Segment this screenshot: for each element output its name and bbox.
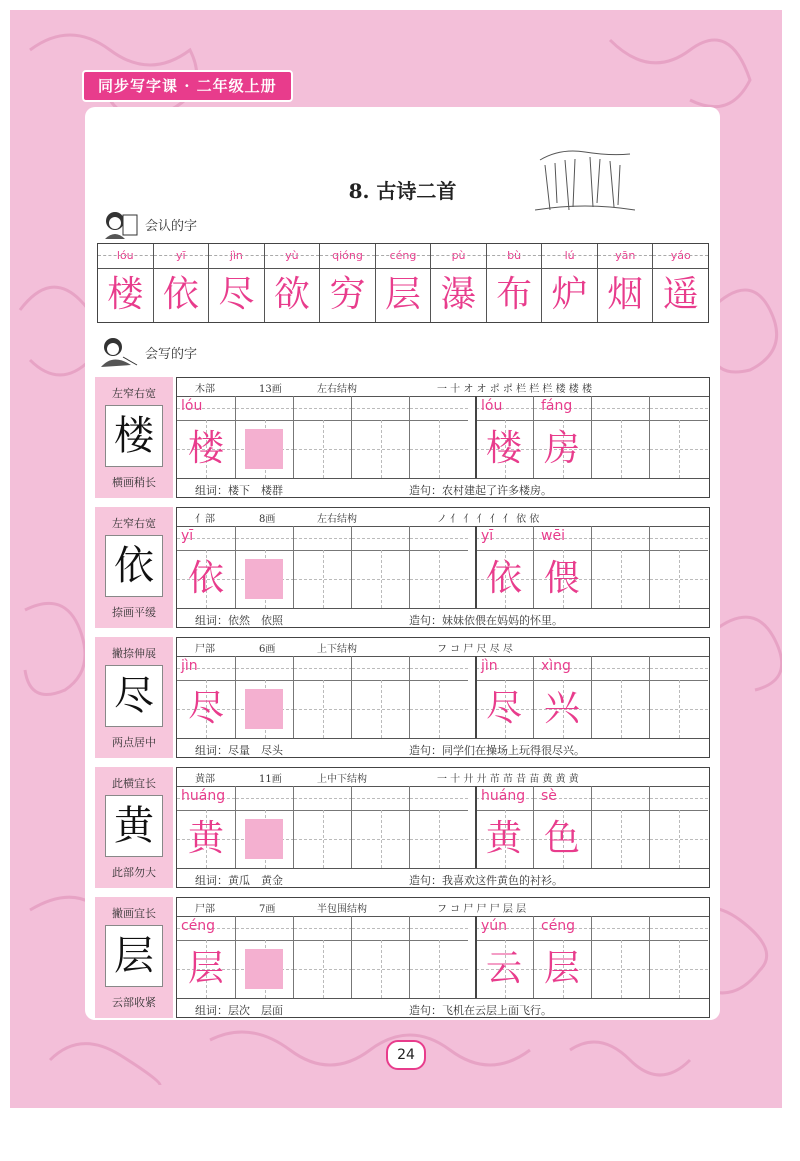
writing-cell[interactable] xyxy=(649,786,708,868)
tip-bottom: 横画稍长 xyxy=(112,476,156,489)
pinyin-2: jìn xyxy=(481,658,498,674)
section-recognize-label: 会认的字 xyxy=(145,218,198,234)
practice-panel xyxy=(176,897,710,1018)
recognize-grid xyxy=(97,243,709,323)
recognize-pinyin: yān xyxy=(598,244,653,269)
radical: 尸部 xyxy=(195,904,215,915)
recognize-cell xyxy=(375,244,431,322)
writing-cell[interactable] xyxy=(591,916,650,998)
word-examples: 组词：黄瓜 黄金 xyxy=(195,874,283,887)
pinyin-3: sè xyxy=(541,788,557,804)
writing-cell[interactable] xyxy=(293,656,352,738)
model-character: 黄 xyxy=(105,795,163,857)
sentence-example: 造句：农村建起了许多楼房。 xyxy=(409,484,552,497)
recognize-character: 楼 xyxy=(107,274,144,315)
recognize-pinyin: qióng xyxy=(320,244,375,269)
sentence-example: 造句：同学们在操场上玩得很尽兴。 xyxy=(409,744,585,757)
waterfall-illustration xyxy=(535,145,635,215)
recognize-cell xyxy=(597,244,653,322)
structure: 左右结构 xyxy=(317,514,357,525)
practice-panel xyxy=(176,507,710,628)
writing-cell[interactable] xyxy=(351,396,410,478)
word-char-1: 尽 xyxy=(485,688,522,729)
writing-cell[interactable] xyxy=(591,396,650,478)
practice-panel xyxy=(176,767,710,888)
word-examples: 组词：层次 层面 xyxy=(195,1004,283,1017)
recognize-pinyin: bù xyxy=(487,244,542,269)
section-write xyxy=(99,335,197,369)
trace-char: 尽 xyxy=(187,688,224,729)
practice-grid xyxy=(177,916,709,998)
model-character: 层 xyxy=(105,925,163,987)
pinyin-1: huáng xyxy=(181,788,226,804)
word-char-1: 云 xyxy=(485,948,522,989)
stroke-count: 7画 xyxy=(259,904,276,915)
word-char-1: 黄 xyxy=(485,818,522,859)
word-char-1: 楼 xyxy=(485,428,522,469)
recognize-pinyin: lú xyxy=(542,244,597,269)
recognize-cell xyxy=(153,244,209,322)
writing-cell[interactable] xyxy=(351,916,410,998)
word-char-2: 层 xyxy=(543,948,580,989)
practice-grid xyxy=(177,526,709,608)
trace-shadow xyxy=(245,819,283,859)
trace-char: 层 xyxy=(187,948,224,989)
recognize-cell xyxy=(319,244,375,322)
usage-row xyxy=(177,868,709,888)
pinyin-1: yī xyxy=(181,528,194,544)
structure: 半包围结构 xyxy=(317,904,367,915)
section-write-label: 会写的字 xyxy=(145,346,198,362)
recognize-character: 穷 xyxy=(329,274,366,315)
stroke-order: フ コ 尸 尺 尽 尽 xyxy=(437,644,513,655)
writing-cell[interactable] xyxy=(409,786,468,868)
trace-shadow xyxy=(245,689,283,729)
tip-top: 此横宜长 xyxy=(112,777,156,790)
model-character: 楼 xyxy=(105,405,163,467)
pinyin-1: céng xyxy=(181,918,216,934)
recognize-cell xyxy=(264,244,320,322)
tip-panel xyxy=(95,507,173,628)
char-info xyxy=(177,508,709,527)
recognize-character: 欲 xyxy=(273,274,310,315)
char-info xyxy=(177,768,709,787)
tip-panel xyxy=(95,377,173,498)
writing-cell[interactable] xyxy=(649,656,708,738)
word-examples: 组词：楼下 楼群 xyxy=(195,484,283,497)
recognize-pinyin: pù xyxy=(431,244,486,269)
trace-shadow xyxy=(245,949,283,989)
writing-cell[interactable] xyxy=(649,396,708,478)
writing-cell[interactable] xyxy=(351,656,410,738)
writing-cell[interactable] xyxy=(591,656,650,738)
char-info xyxy=(177,898,709,917)
trace-shadow xyxy=(245,559,283,599)
word-char-1: 依 xyxy=(485,558,522,599)
writing-cell[interactable] xyxy=(591,526,650,608)
student-writing-icon xyxy=(99,335,139,369)
tip-top: 撇捺伸展 xyxy=(112,647,156,660)
writing-cell[interactable] xyxy=(351,526,410,608)
stroke-count: 13画 xyxy=(259,384,282,395)
recognize-character: 依 xyxy=(162,274,199,315)
pinyin-2: yún xyxy=(481,918,508,934)
usage-row xyxy=(177,478,709,498)
recognize-pinyin: yáo xyxy=(653,244,708,269)
tip-bottom: 云部收紧 xyxy=(112,996,156,1009)
practice-grid xyxy=(177,656,709,738)
radical: 黄部 xyxy=(195,774,215,785)
recognize-pinyin: céng xyxy=(376,244,431,269)
pinyin-1: jìn xyxy=(181,658,198,674)
writing-cell[interactable] xyxy=(409,526,468,608)
pinyin-3: céng xyxy=(541,918,576,934)
recognize-cell xyxy=(486,244,542,322)
pinyin-3: xìng xyxy=(541,658,571,674)
word-char-2: 房 xyxy=(543,428,580,469)
usage-row xyxy=(177,738,709,758)
section-recognize xyxy=(99,207,197,241)
writing-block xyxy=(95,637,710,758)
word-examples: 组词：依然 依照 xyxy=(195,614,283,627)
pinyin-3: fáng xyxy=(541,398,573,414)
recognize-pinyin: jìn xyxy=(209,244,264,269)
pinyin-2: huáng xyxy=(481,788,526,804)
recognize-cell xyxy=(98,244,153,322)
word-char-2: 色 xyxy=(543,818,580,859)
recognize-cell xyxy=(541,244,597,322)
word-examples: 组词：尽量 尽头 xyxy=(195,744,283,757)
usage-row xyxy=(177,608,709,628)
tip-bottom: 捺画平缓 xyxy=(112,606,156,619)
model-character: 依 xyxy=(105,535,163,597)
recognize-cell xyxy=(430,244,486,322)
tip-bottom: 两点居中 xyxy=(112,736,156,749)
radical: 木部 xyxy=(195,384,215,395)
recognize-character: 遥 xyxy=(662,274,699,315)
trace-char: 楼 xyxy=(187,428,224,469)
trace-shadow xyxy=(245,429,283,469)
model-character: 尽 xyxy=(105,665,163,727)
writing-cell[interactable] xyxy=(591,786,650,868)
writing-block xyxy=(95,507,710,628)
recognize-cell xyxy=(208,244,264,322)
structure: 上下结构 xyxy=(317,644,357,655)
pinyin-2: lóu xyxy=(481,398,503,414)
tip-panel xyxy=(95,767,173,888)
recognize-pinyin: yī xyxy=(154,244,209,269)
practice-grid xyxy=(177,396,709,478)
writing-cell[interactable] xyxy=(649,526,708,608)
recognize-pinyin: lóu xyxy=(98,244,153,269)
sentence-example: 造句：妹妹依偎在妈妈的怀里。 xyxy=(409,614,563,627)
trace-char: 黄 xyxy=(187,818,224,859)
writing-cell[interactable] xyxy=(351,786,410,868)
sentence-example: 造句：我喜欢这件黄色的衬衫。 xyxy=(409,874,563,887)
pinyin-2: yī xyxy=(481,528,494,544)
stroke-count: 6画 xyxy=(259,644,276,655)
word-char-2: 兴 xyxy=(543,688,580,729)
student-reading-icon xyxy=(99,207,139,241)
recognize-character: 尽 xyxy=(218,274,255,315)
stroke-order: ノ 亻 亻 亻 亻 亻 依 依 xyxy=(437,514,540,525)
pinyin-3: wēi xyxy=(541,528,565,544)
book-banner: 同步写字课 · 二年级上册 xyxy=(82,70,293,102)
pinyin-1: lóu xyxy=(181,398,203,414)
tip-top: 撇画宜长 xyxy=(112,907,156,920)
practice-panel xyxy=(176,377,710,498)
word-char-2: 偎 xyxy=(543,558,580,599)
char-info xyxy=(177,638,709,657)
lesson-title: 8. 古诗二首 xyxy=(348,179,457,203)
recognize-character: 炉 xyxy=(551,274,588,315)
stroke-order: 一 十 廾 廾 芇 芇 昔 苗 黄 黄 黄 xyxy=(437,774,579,785)
radical: 亻部 xyxy=(195,514,215,525)
recognize-character: 层 xyxy=(385,274,422,315)
writing-cell[interactable] xyxy=(649,916,708,998)
writing-block xyxy=(95,767,710,888)
writing-cell[interactable] xyxy=(409,396,468,478)
tip-panel xyxy=(95,897,173,1018)
char-info xyxy=(177,378,709,397)
writing-cell[interactable] xyxy=(293,786,352,868)
writing-block xyxy=(95,377,710,498)
trace-char: 依 xyxy=(187,558,224,599)
practice-grid xyxy=(177,786,709,868)
tip-panel xyxy=(95,637,173,758)
content-page xyxy=(85,107,720,1020)
structure: 左右结构 xyxy=(317,384,357,395)
writing-cell[interactable] xyxy=(293,526,352,608)
writing-block xyxy=(95,897,710,1018)
writing-cell[interactable] xyxy=(293,916,352,998)
stroke-order: 一 十 オ オ ポ ポ 栏 栏 栏 楼 楼 楼 xyxy=(437,384,592,395)
writing-cell[interactable] xyxy=(293,396,352,478)
sentence-example: 造句：飞机在云层上面飞行。 xyxy=(409,1004,552,1017)
recognize-cell xyxy=(652,244,708,322)
tip-top: 左窄右宽 xyxy=(112,387,156,400)
stroke-count: 8画 xyxy=(259,514,276,525)
writing-cell[interactable] xyxy=(409,916,468,998)
practice-panel xyxy=(176,637,710,758)
recognize-pinyin: yù xyxy=(265,244,320,269)
recognize-character: 布 xyxy=(496,274,533,315)
usage-row xyxy=(177,998,709,1018)
radical: 尸部 xyxy=(195,644,215,655)
structure: 上中下结构 xyxy=(317,774,367,785)
stroke-count: 11画 xyxy=(259,774,282,785)
writing-cell[interactable] xyxy=(409,656,468,738)
page-number: 24 xyxy=(386,1040,426,1070)
recognize-character: 瀑 xyxy=(440,274,477,315)
tip-bottom: 此部勿大 xyxy=(112,866,156,879)
stroke-order: フ コ 尸 尸 尸 层 层 xyxy=(437,904,527,915)
tip-top: 左窄右宽 xyxy=(112,517,156,530)
recognize-character: 烟 xyxy=(607,274,644,315)
